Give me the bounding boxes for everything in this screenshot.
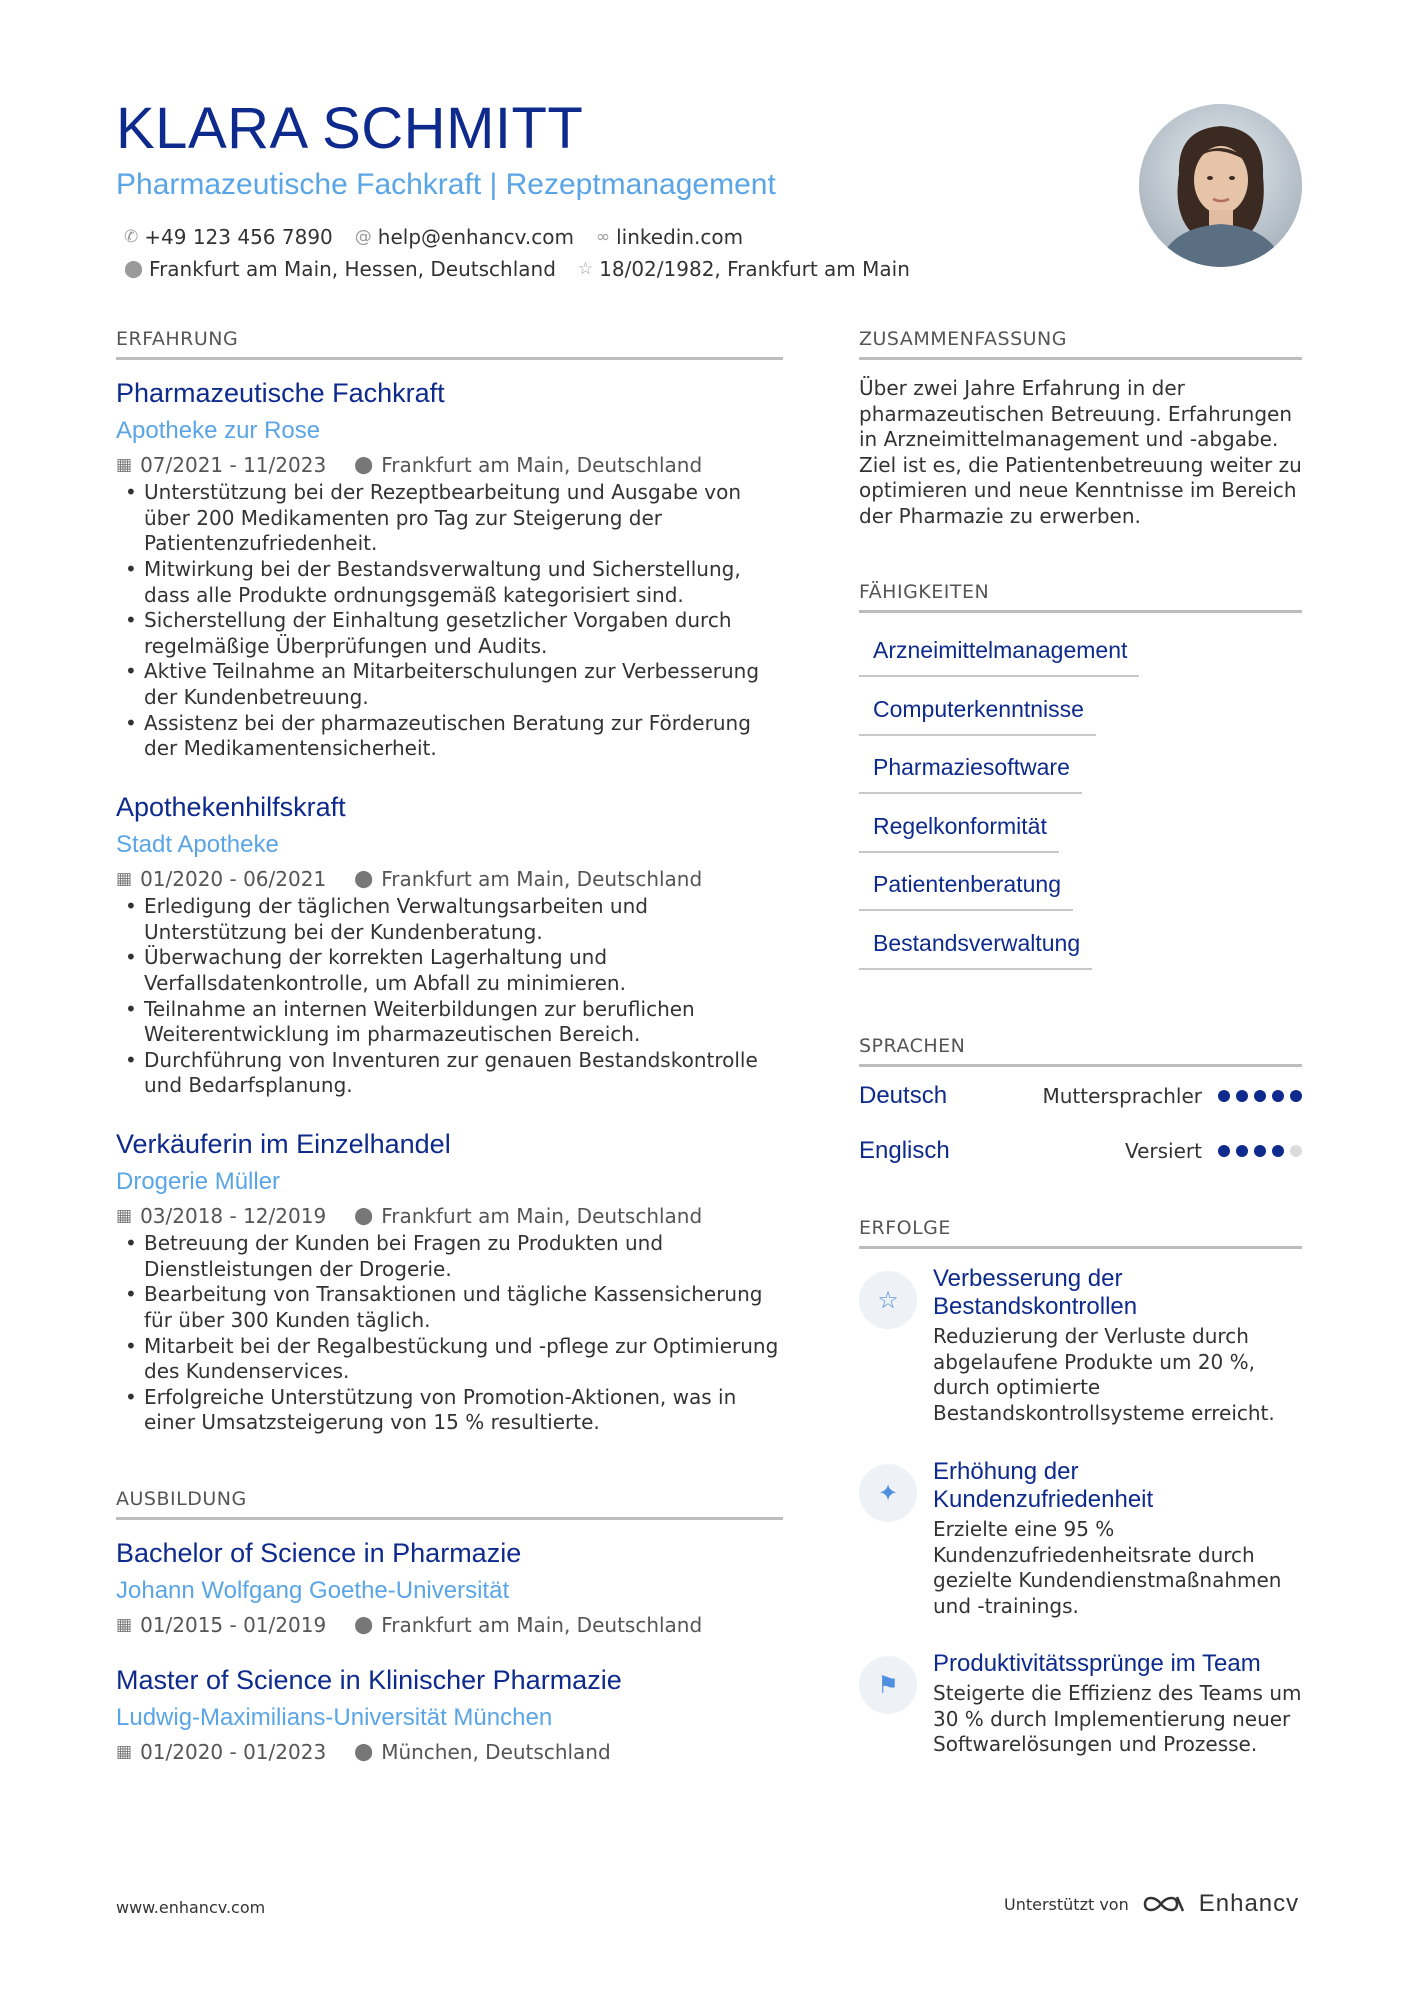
calendar-icon: ▦ — [116, 1741, 133, 1762]
summary-text: Über zwei Jahre Erfahrung in der pharmazeutischen Betreuung. Erfahrungen in Arzneimittelmanagement und -abgabe. Ziel ist es, die Patientenbetreuung weiter zu optimieren und neue Kenntnisse im Bereich der Pharmazie zu erwerben. — [859, 376, 1302, 528]
at-icon: @ — [354, 226, 372, 247]
education-meta — [116, 1613, 783, 1637]
job-bullets — [116, 1231, 783, 1436]
rating-dot-filled — [1272, 1090, 1284, 1102]
job-bullet: • Erfolgreiche Unterstützung von Promotion-Aktionen, was in einer Umsatzsteigerung von 15 % resultierte. — [116, 1385, 783, 1436]
job-bullet: • Teilnahme an internen Weiterbildungen zur beruflichen Weiterentwicklung im pharmazeutischen Bereich. — [116, 997, 783, 1048]
section-title-experience: ERFAHRUNG — [116, 328, 783, 360]
calendar-icon: ▦ — [116, 1614, 133, 1635]
enhancv-logo-icon — [1141, 1891, 1187, 1917]
job-dates-text: 01/2020 - 06/2021 — [140, 867, 327, 892]
achievement-desc: Reduzierung der Verluste durch abgelaufene Produkte um 20 %, durch optimierte Bestandskontrollsysteme erreicht. — [933, 1324, 1275, 1425]
job-bullet: • Bearbeitung von Transaktionen und tägliche Kassensicherung für über 300 Kunden täglich. — [116, 1282, 783, 1333]
skill-tag: Patientenberatung — [859, 872, 1073, 911]
section-title-summary: ZUSAMMENFASSUNG — [859, 328, 1302, 360]
calendar-icon: ▦ — [116, 1205, 133, 1226]
rating-dot-filled — [1254, 1145, 1266, 1157]
linkedin-text[interactable]: linkedin.com — [616, 225, 744, 249]
location-pin-icon: ⬤ — [124, 258, 144, 279]
rating-dot-filled — [1236, 1145, 1248, 1157]
location-pin-icon: ⬤ — [354, 1741, 374, 1762]
job-meta — [116, 1204, 783, 1228]
education-dates-text: 01/2015 - 01/2019 — [140, 1613, 327, 1638]
education-meta — [116, 1740, 783, 1764]
school-name: Ludwig-Maximilians-Universität München — [116, 1704, 553, 1732]
location-pin-icon: ⬤ — [354, 1614, 374, 1635]
location-pin-icon: ⬤ — [354, 868, 374, 889]
job-bullets — [116, 894, 783, 1099]
section-title-achievements: ERFOLGE — [859, 1217, 1302, 1249]
school-name: Johann Wolfgang Goethe-Universität — [116, 1577, 510, 1605]
job-bullet: • Mitwirkung bei der Bestandsverwaltung und Sicherstellung, dass alle Produkte ordnungsgemäß kategorisiert sind. — [116, 557, 783, 608]
job-location-text: Frankfurt am Main, Deutschland — [381, 453, 703, 478]
job-bullet: • Überwachung der korrekten Lagerhaltung und Verfallsdatenkontrolle, um Abfall zu minimieren. — [116, 945, 783, 996]
education-location-text: München, Deutschland — [381, 1740, 611, 1765]
candidate-name: KLARA SCHMITT — [116, 96, 584, 161]
achievement-title: Erhöhung der Kundenzufriedenheit — [933, 1458, 1154, 1513]
location-text: Frankfurt am Main, Hessen, Deutschland — [149, 257, 556, 281]
job-bullet: • Mitarbeit bei der Regalbestückung und -pflege zur Optimierung des Kundenservices. — [116, 1334, 783, 1385]
phone-item — [124, 227, 333, 247]
language-rating — [1218, 1145, 1302, 1157]
language-name: Englisch — [859, 1137, 950, 1164]
job-company: Stadt Apotheke — [116, 831, 279, 859]
job-location — [354, 453, 702, 477]
footer-branding — [1004, 1890, 1299, 1918]
flag-icon: ⚑ — [859, 1656, 917, 1714]
rating-dot-filled — [1254, 1090, 1266, 1102]
email-text[interactable]: help@enhancv.com — [377, 225, 574, 249]
powered-by-text: Unterstützt von — [1004, 1894, 1129, 1914]
language-name: Deutsch — [859, 1082, 948, 1109]
job-bullet: • Unterstützung bei der Rezeptbearbeitung und Ausgabe von über 200 Medikamenten pro Tag zur Steigerung der Patientenzufriedenheit. — [116, 480, 783, 557]
degree-title: Bachelor of Science in Pharmazie — [116, 1538, 522, 1568]
achievement-item — [859, 1458, 1302, 1619]
achievement-desc: Steigerte die Effizienz des Teams um 30 % durch Implementierung neuer Softwarelösungen und Prozesse. — [933, 1681, 1302, 1757]
language-level: Muttersprachler — [1042, 1084, 1202, 1109]
job-company: Drogerie Müller — [116, 1168, 281, 1196]
job-title: Apothekenhilfskraft — [116, 792, 346, 822]
education-dates — [116, 1740, 326, 1764]
phone-icon: ✆ — [124, 226, 139, 247]
achievement-item — [859, 1265, 1302, 1426]
job-dates — [116, 867, 326, 891]
language-row — [859, 1082, 1302, 1111]
job-location-text: Frankfurt am Main, Deutschland — [381, 867, 703, 892]
skill-tag: Computerkenntnisse — [859, 697, 1096, 736]
skill-tag: Arzneimittelmanagement — [859, 638, 1139, 677]
achievement-item — [859, 1650, 1302, 1758]
achievement-title: Verbesserung der Bestandskontrollen — [933, 1265, 1138, 1320]
phone-text: +49 123 456 7890 — [144, 225, 333, 249]
job-dates-text: 03/2018 - 12/2019 — [140, 1204, 327, 1229]
job-bullets — [116, 480, 783, 762]
education-1 — [116, 1537, 783, 1637]
birth-item — [578, 259, 910, 279]
rating-dot-filled — [1218, 1090, 1230, 1102]
job-dates — [116, 453, 326, 477]
profile-photo-image — [1139, 104, 1302, 267]
education-dates — [116, 1613, 326, 1637]
job-bullet: • Betreuung der Kunden bei Fragen zu Produkten und Dienstleistungen der Drogerie. — [116, 1231, 783, 1282]
education-location-text: Frankfurt am Main, Deutschland — [381, 1613, 703, 1638]
education-location — [354, 1613, 702, 1637]
calendar-icon: ▦ — [116, 868, 133, 889]
section-title-languages: SPRACHEN — [859, 1035, 1302, 1067]
language-level: Versiert — [1124, 1139, 1202, 1164]
star-icon: ☆ — [859, 1271, 917, 1329]
job-meta — [116, 453, 783, 477]
contact-row-1 — [124, 227, 743, 247]
job-meta — [116, 867, 783, 891]
job-location-text: Frankfurt am Main, Deutschland — [381, 1204, 703, 1229]
job-company: Apotheke zur Rose — [116, 417, 321, 445]
star-outline-icon: ☆ — [577, 258, 594, 279]
skill-tag: Regelkonformität — [859, 814, 1059, 853]
rating-dot-filled — [1272, 1145, 1284, 1157]
rating-dot-filled — [1218, 1145, 1230, 1157]
rating-dot-filled — [1236, 1090, 1248, 1102]
job-bullet: • Durchführung von Inventuren zur genauen Bestandskontrolle und Bedarfsplanung. — [116, 1048, 783, 1099]
brand-name: Enhancv — [1198, 1890, 1300, 1917]
job-bullet: • Erledigung der täglichen Verwaltungsarbeiten und Unterstützung bei der Kundenberatung. — [116, 894, 783, 945]
profile-photo — [1139, 104, 1302, 267]
location-pin-icon: ⬤ — [354, 454, 374, 475]
job-bullet: • Sicherstellung der Einhaltung gesetzlicher Vorgaben durch regelmäßige Überprüfungen und Audits. — [116, 608, 783, 659]
achievement-title: Produktivitätssprünge im Team — [933, 1650, 1261, 1677]
education-location — [354, 1740, 611, 1764]
job-dates-text: 07/2021 - 11/2023 — [140, 453, 327, 478]
job-dates — [116, 1204, 326, 1228]
education-2 — [116, 1664, 783, 1764]
link-icon: ∞ — [595, 226, 611, 247]
skill-tag: Pharmaziesoftware — [859, 755, 1082, 794]
magic-wand-icon: ✦ — [859, 1464, 917, 1522]
rating-dot-filled — [1290, 1090, 1302, 1102]
footer-website[interactable]: www.enhancv.com — [116, 1898, 266, 1917]
section-title-education: AUSBILDUNG — [116, 1488, 783, 1520]
job-bullet: • Assistenz bei der pharmazeutischen Beratung zur Förderung der Medikamentensicherheit. — [116, 711, 783, 762]
education-dates-text: 01/2020 - 01/2023 — [140, 1740, 327, 1765]
job-2 — [116, 791, 783, 1099]
rating-dot-empty — [1290, 1145, 1302, 1157]
job-3 — [116, 1128, 783, 1436]
achievement-desc: Erzielte eine 95 % Kundenzufriedenheitsrate durch gezielte Kundendienstmaßnahmen und -trainings. — [933, 1517, 1282, 1618]
birth-text: 18/02/1982, Frankfurt am Main — [599, 257, 910, 281]
linkedin-item[interactable] — [596, 227, 743, 247]
candidate-title: Pharmazeutische Fachkraft | Rezeptmanagement — [116, 168, 776, 201]
job-location — [354, 867, 702, 891]
language-row — [859, 1137, 1302, 1166]
calendar-icon: ▦ — [116, 454, 133, 475]
degree-title: Master of Science in Klinischer Pharmazie — [116, 1665, 622, 1695]
location-item — [124, 259, 556, 279]
skill-tag: Bestandsverwaltung — [859, 931, 1092, 970]
job-1 — [116, 377, 783, 762]
language-rating — [1218, 1090, 1302, 1102]
job-bullet: • Aktive Teilnahme an Mitarbeiterschulungen zur Verbesserung der Kundenbetreuung. — [116, 659, 783, 710]
job-location — [354, 1204, 702, 1228]
contact-row-2 — [124, 259, 910, 279]
section-title-skills: FÄHIGKEITEN — [859, 581, 1302, 613]
email-item[interactable] — [355, 227, 574, 247]
job-title: Pharmazeutische Fachkraft — [116, 378, 445, 408]
location-pin-icon: ⬤ — [354, 1205, 374, 1226]
job-title: Verkäuferin im Einzelhandel — [116, 1129, 451, 1159]
